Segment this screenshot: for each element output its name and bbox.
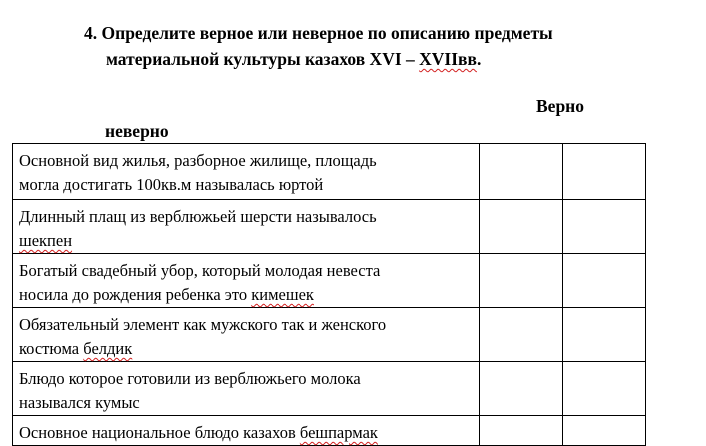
marked-term: шекпен	[19, 231, 73, 250]
statement-cell	[13, 254, 480, 308]
false-answer-cell[interactable]	[563, 200, 646, 254]
column-header-true: Верно	[536, 96, 585, 116]
statement-line	[19, 283, 475, 307]
marked-term: кимешек	[251, 285, 314, 304]
statement-cell	[13, 200, 480, 254]
false-answer-cell[interactable]	[563, 308, 646, 362]
marked-term: белдик	[83, 339, 133, 358]
marked-term: бешпармак	[299, 423, 378, 442]
statement-cell	[13, 308, 480, 362]
table-row	[13, 308, 646, 362]
statement-text: Основное национальное блюдо казахов	[19, 423, 300, 442]
statement-line	[19, 421, 475, 445]
title-line-2	[84, 46, 684, 72]
statement-line: Основной вид жилья, разборное жилище, площадь	[19, 151, 377, 170]
false-answer-cell[interactable]	[563, 144, 646, 200]
statement-cell	[13, 144, 480, 200]
true-answer-cell[interactable]	[480, 416, 563, 446]
true-answer-cell[interactable]	[480, 362, 563, 416]
title-century-marked: XVIIвв	[419, 49, 477, 69]
statement-line: Богатый свадебный убор, который молодая невеста	[19, 261, 381, 280]
true-answer-cell[interactable]	[480, 254, 563, 308]
true-answer-cell[interactable]	[480, 200, 563, 254]
table-row	[13, 144, 646, 200]
statement-line	[19, 229, 475, 253]
table-row	[13, 362, 646, 416]
statement-line: Обязательный элемент как мужского так и женского	[19, 315, 387, 334]
question-title	[84, 20, 684, 72]
statement-line: назывался кумыс	[19, 393, 140, 412]
table-row	[13, 416, 646, 446]
statement-text: костюма	[19, 339, 84, 358]
statement-text: носила до рождения ребенка это	[19, 285, 252, 304]
title-line-2-text: материальной культуры казахов XVI –	[106, 49, 420, 69]
statement-cell	[13, 416, 480, 446]
answer-table	[12, 143, 646, 446]
column-header-false: неверно	[105, 121, 169, 141]
true-answer-cell[interactable]	[480, 308, 563, 362]
statement-line: Длинный плащ из верблюжьей шерсти называлось	[19, 207, 377, 226]
true-answer-cell[interactable]	[480, 144, 563, 200]
statement-line	[19, 337, 475, 361]
statement-line: могла достигать 100кв.м называлась юртой	[19, 175, 324, 194]
false-answer-cell[interactable]	[563, 362, 646, 416]
table-row	[13, 254, 646, 308]
false-answer-cell[interactable]	[563, 416, 646, 446]
false-answer-cell[interactable]	[563, 254, 646, 308]
statement-cell	[13, 362, 480, 416]
title-line-1: 4. Определите верное или неверное по описанию предметы	[84, 23, 553, 43]
table-row	[13, 200, 646, 254]
title-period: .	[476, 49, 482, 69]
statement-line: Блюдо которое готовили из верблюжьего молока	[19, 369, 361, 388]
